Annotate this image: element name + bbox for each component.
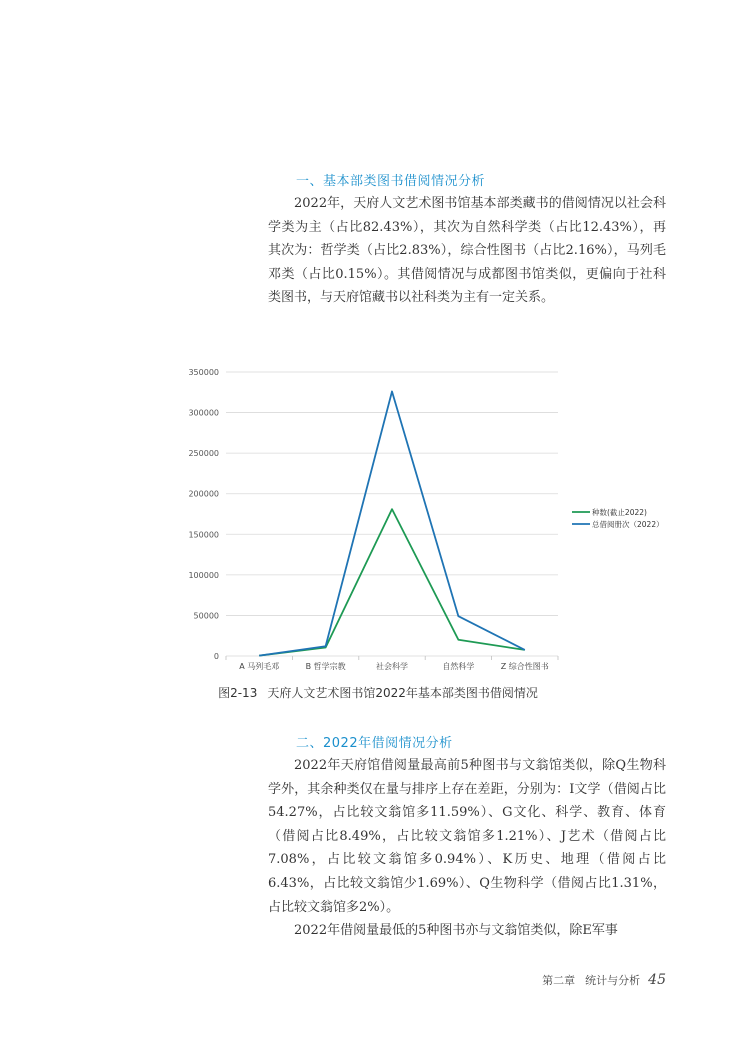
y-tick-labels xyxy=(188,368,219,661)
legend-label: 总借阅册次（2022） xyxy=(592,520,664,529)
legend-label: 种数(截止2022) xyxy=(592,508,647,517)
figure-caption xyxy=(0,684,756,701)
y-tick-label: 0 xyxy=(213,652,219,661)
y-tick-label: 300000 xyxy=(188,408,219,418)
legend xyxy=(572,507,664,529)
paragraph: 2022年天府馆借阅量最高前5种图书与文翁馆类似，除Q生物科学外，其余种类仅在量与排序上存在差距，分别为：I文学（借阅占比54.27%，占比较文翁馆多11.59%）、G文化、科学、教育、体育（借阅占比8.49%，占比较文翁馆多1.21%）、J艺术（借阅占比7.08%，占比较文翁馆多0.94%）、K历史、地理（借阅占比6.43%，占比较文翁馆少1.69%）、Q生物科学（借阅占比1.31%，占比较文翁馆多2%）。 xyxy=(268,758,666,915)
x-tick-label: 社会科学 xyxy=(376,662,408,671)
x-tick-label: B 哲学宗教 xyxy=(305,662,346,671)
figure-title: 天府人文艺术图书馆2022年基本部类图书借阅情况 xyxy=(267,686,538,700)
x-tick-label: A 马列毛邓 xyxy=(239,662,280,671)
y-tick-label: 350000 xyxy=(188,368,219,377)
section-title-2: 二、2022年借阅情况分析 xyxy=(296,736,453,751)
x-tick-labels xyxy=(239,661,549,671)
paragraph: 2022年借阅量最低的5种图书亦与文翁馆类似，除E军事 xyxy=(294,923,618,939)
section-1-body xyxy=(268,192,666,310)
y-tick-label: 150000 xyxy=(188,530,219,540)
y-tick-label: 50000 xyxy=(193,611,219,621)
y-tick-label: 250000 xyxy=(188,449,219,459)
chapter-label: 第二章 xyxy=(542,974,576,987)
section-title-1: 一、基本部类图书借阅情况分析 xyxy=(296,174,486,189)
x-tick-label: 自然科学 xyxy=(442,662,475,671)
line-chart xyxy=(180,360,680,680)
series-line xyxy=(259,509,525,655)
series-line xyxy=(259,391,525,655)
y-tick-label: 100000 xyxy=(188,570,219,580)
y-tick-label: 200000 xyxy=(188,489,219,499)
x-tick-label: Z 综合性图书 xyxy=(500,662,549,671)
page-footer xyxy=(542,972,666,988)
grid-lines xyxy=(226,372,558,660)
figure-number: 图2-13 xyxy=(218,686,258,700)
section-2-body xyxy=(268,754,666,943)
section-label: 统计与分析 xyxy=(585,974,641,987)
page-number: 45 xyxy=(648,972,666,988)
series-lines xyxy=(259,391,525,655)
paragraph: 2022年，天府人文艺术图书馆基本部类藏书的借阅情况以社会科学类为主（占比82.43%），其次为自然科学类（占比12.43%），再其次为：哲学类（占比2.83%），综合性图书（占比2.16%），马列毛邓类（占比0.15%）。其借阅情况与成都图书馆类似，更偏向于社科类图书，与天府馆藏书以社科类为主有一定关系。 xyxy=(268,196,666,306)
